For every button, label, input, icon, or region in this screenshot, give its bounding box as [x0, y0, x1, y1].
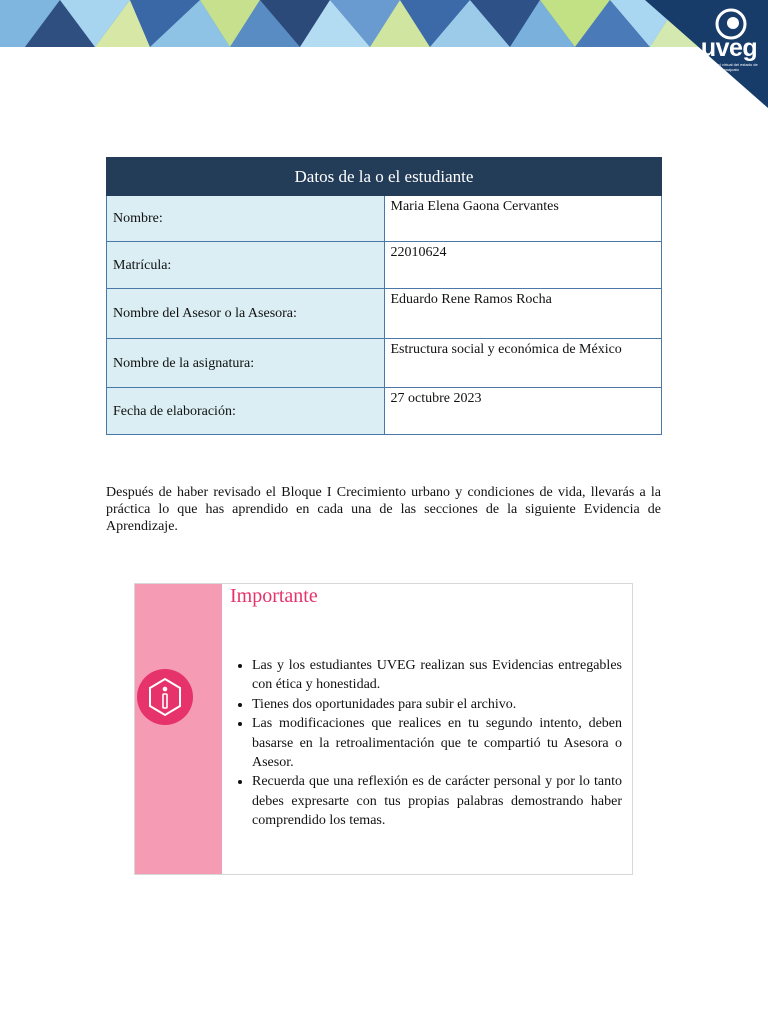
notice-list	[231, 656, 622, 831]
list-item: • Tienes dos oportunidades para subir el archivo.	[252, 695, 622, 714]
banner-pattern	[0, 0, 768, 110]
table-row	[107, 196, 662, 242]
list-item: • Las modificaciones que realices en tu segundo intento, deben basarse en la retroalimentación que te compartió tu Asesora o Asesor.	[252, 714, 622, 772]
row-value: Maria Elena Gaona Cervantes	[384, 196, 662, 242]
table-row	[107, 289, 662, 339]
list-item: • Las y los estudiantes UVEG realizan sus Evidencias entregables con ética y honestidad.	[252, 656, 622, 695]
row-value: 27 octubre 2023	[384, 388, 662, 435]
row-label: Nombre de la asignatura:	[107, 339, 385, 388]
row-value: Estructura social y económica de México	[384, 339, 662, 388]
row-label: Nombre del Asesor o la Asesora:	[107, 289, 385, 339]
table-row	[107, 388, 662, 435]
row-value: 22010624	[384, 242, 662, 289]
header-banner	[0, 0, 768, 110]
table-row	[107, 242, 662, 289]
intro-paragraph: Después de haber revisado el Bloque I Crecimiento urbano y condiciones de vida, llevarás a la práctica lo que has aprendido en cada una de las secciones de la siguiente Evidencia de Aprendizaje.	[106, 485, 661, 534]
table-row	[107, 339, 662, 388]
notice-title: Importante	[230, 585, 318, 607]
info-icon	[136, 668, 194, 726]
list-item: • Recuerda que una reflexión es de carácter personal y por lo tanto debes expresarte con tus propias palabras demostrando haber comprendido los temas.	[252, 772, 622, 830]
student-data-table	[106, 157, 662, 435]
uveg-logo: uveg	[700, 34, 758, 62]
row-label: Matrícula:	[107, 242, 385, 289]
important-notice	[134, 583, 633, 875]
row-value: Eduardo Rene Ramos Rocha	[384, 289, 662, 339]
uveg-logo-subtext: universidad virtual del estado de guanajuato	[700, 62, 758, 72]
row-label: Fecha de elaboración:	[107, 388, 385, 435]
notice-side-strip	[135, 584, 222, 874]
table-title: Datos de la o el estudiante	[107, 158, 662, 196]
row-label: Nombre:	[107, 196, 385, 242]
